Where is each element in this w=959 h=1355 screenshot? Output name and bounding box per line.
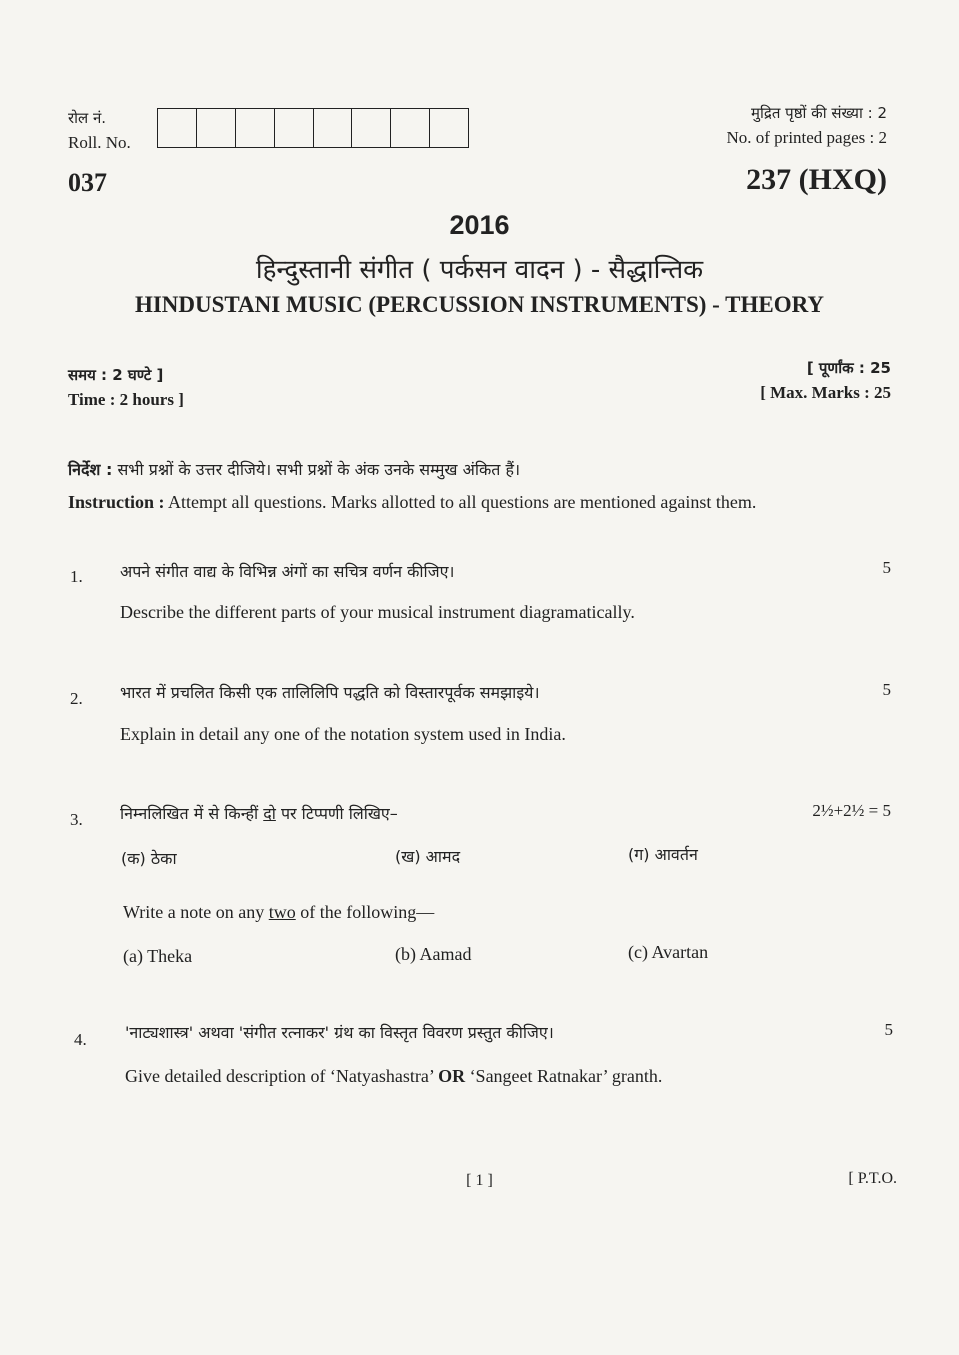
question-3-option-c: (c) Avartan <box>628 942 709 962</box>
question-3-text-pre: Write a note on any <box>123 902 269 922</box>
paper-code-right: 237 (HXQ) <box>746 163 887 196</box>
max-marks-hindi: [ पूर्णांक : 25 <box>806 359 891 377</box>
question-3-option-a: (a) Theka <box>123 946 193 966</box>
question-3-text <box>123 902 434 923</box>
question-4-number: 4. <box>74 1030 87 1049</box>
question-3-text-emphasis: two <box>268 902 296 922</box>
roll-number-label: Roll. No. <box>68 133 131 152</box>
question-2-marks: 5 <box>882 680 891 699</box>
question-3-hindi <box>120 802 398 824</box>
question-3-hindi-pre: निम्नलिखित में से किन्हीं <box>120 804 264 823</box>
question-4-text-pre: Give detailed description of ‘Natyashastra’ <box>125 1066 439 1086</box>
question-2-number: 2. <box>70 689 83 708</box>
page-number: [ 1 ] <box>466 1172 493 1189</box>
roll-number-label-hindi: रोल नं. <box>68 109 107 127</box>
question-3-option-b: (b) Aamad <box>395 944 472 964</box>
instruction-text-hindi: सभी प्रश्नों के उत्तर दीजिये। सभी प्रश्नों के अंक उनके सम्मुख अंकित हैं। <box>112 460 521 479</box>
paper-title: HINDUSTANI MUSIC (PERCUSSION INSTRUMENTS) - THEORY <box>134 292 825 317</box>
roll-box <box>430 109 468 147</box>
roll-box <box>314 109 353 147</box>
roll-box <box>158 109 197 147</box>
question-3-option-a-hindi: (क) ठेका <box>121 849 177 868</box>
roll-box <box>352 109 391 147</box>
question-4-text-post: ‘Sangeet Ratnakar’ granth. <box>465 1066 663 1086</box>
question-3-hindi-post: पर टिप्पणी लिखिए– <box>275 804 398 823</box>
question-1-hindi: अपने संगीत वाद्य के विभिन्न अंगों का सचित्र वर्णन कीजिए। <box>120 562 455 581</box>
question-3-number: 3. <box>70 810 83 829</box>
please-turn-over: [ P.T.O. <box>848 1170 897 1187</box>
question-1-marks: 5 <box>882 558 891 577</box>
roll-box <box>197 109 236 147</box>
paper-title-hindi: हिन्दुस्तानी संगीत ( पर्कसन वादन ) - सैद्धान्तिक <box>255 255 704 285</box>
roll-box <box>275 109 314 147</box>
instruction-label-hindi: निर्देश : <box>68 460 113 479</box>
printed-pages: No. of printed pages : 2 <box>726 128 887 147</box>
roll-number-boxes <box>157 108 469 148</box>
roll-box <box>236 109 275 147</box>
question-2-hindi: भारत में प्रचलित किसी एक तालिलिपि पद्धति को विस्तारपूर्वक समझाइये। <box>120 683 540 702</box>
roll-box <box>391 109 430 147</box>
time: Time : 2 hours ] <box>68 390 184 409</box>
paper-code-left: 037 <box>68 168 107 197</box>
printed-pages-hindi: मुद्रित पृष्ठों की संख्या : 2 <box>751 104 887 122</box>
question-1-number: 1. <box>70 567 83 586</box>
max-marks: [ Max. Marks : 25 <box>760 383 891 402</box>
time-hindi: समय : 2 घण्टे ] <box>68 366 164 384</box>
instruction-text: Attempt all questions. Marks allotted to all questions are mentioned against them. <box>164 492 757 512</box>
instruction-label: Instruction : <box>68 492 165 512</box>
instruction-hindi <box>68 458 520 480</box>
question-4-text <box>125 1066 662 1087</box>
exam-year: 2016 <box>449 210 510 240</box>
question-3-text-post: of the following— <box>295 902 435 922</box>
question-4-marks: 5 <box>884 1020 893 1039</box>
question-4-text-or: OR <box>438 1066 466 1086</box>
question-3-option-c-hindi: (ग) आवर्तन <box>628 845 698 864</box>
question-3-marks: 2½+2½ = 5 <box>812 801 891 820</box>
question-4-hindi: 'नाट्यशास्त्र' अथवा 'संगीत रत्नाकर' ग्रंथ का विस्तृत विवरण प्रस्तुत कीजिए। <box>125 1023 554 1042</box>
instruction <box>68 492 756 513</box>
question-3-hindi-emphasis: दो <box>263 804 276 823</box>
question-3-option-b-hindi: (ख) आमद <box>395 847 461 866</box>
question-2-text: Explain in detail any one of the notation system used in India. <box>120 724 566 744</box>
question-1-text: Describe the different parts of your musical instrument diagramatically. <box>120 602 635 622</box>
